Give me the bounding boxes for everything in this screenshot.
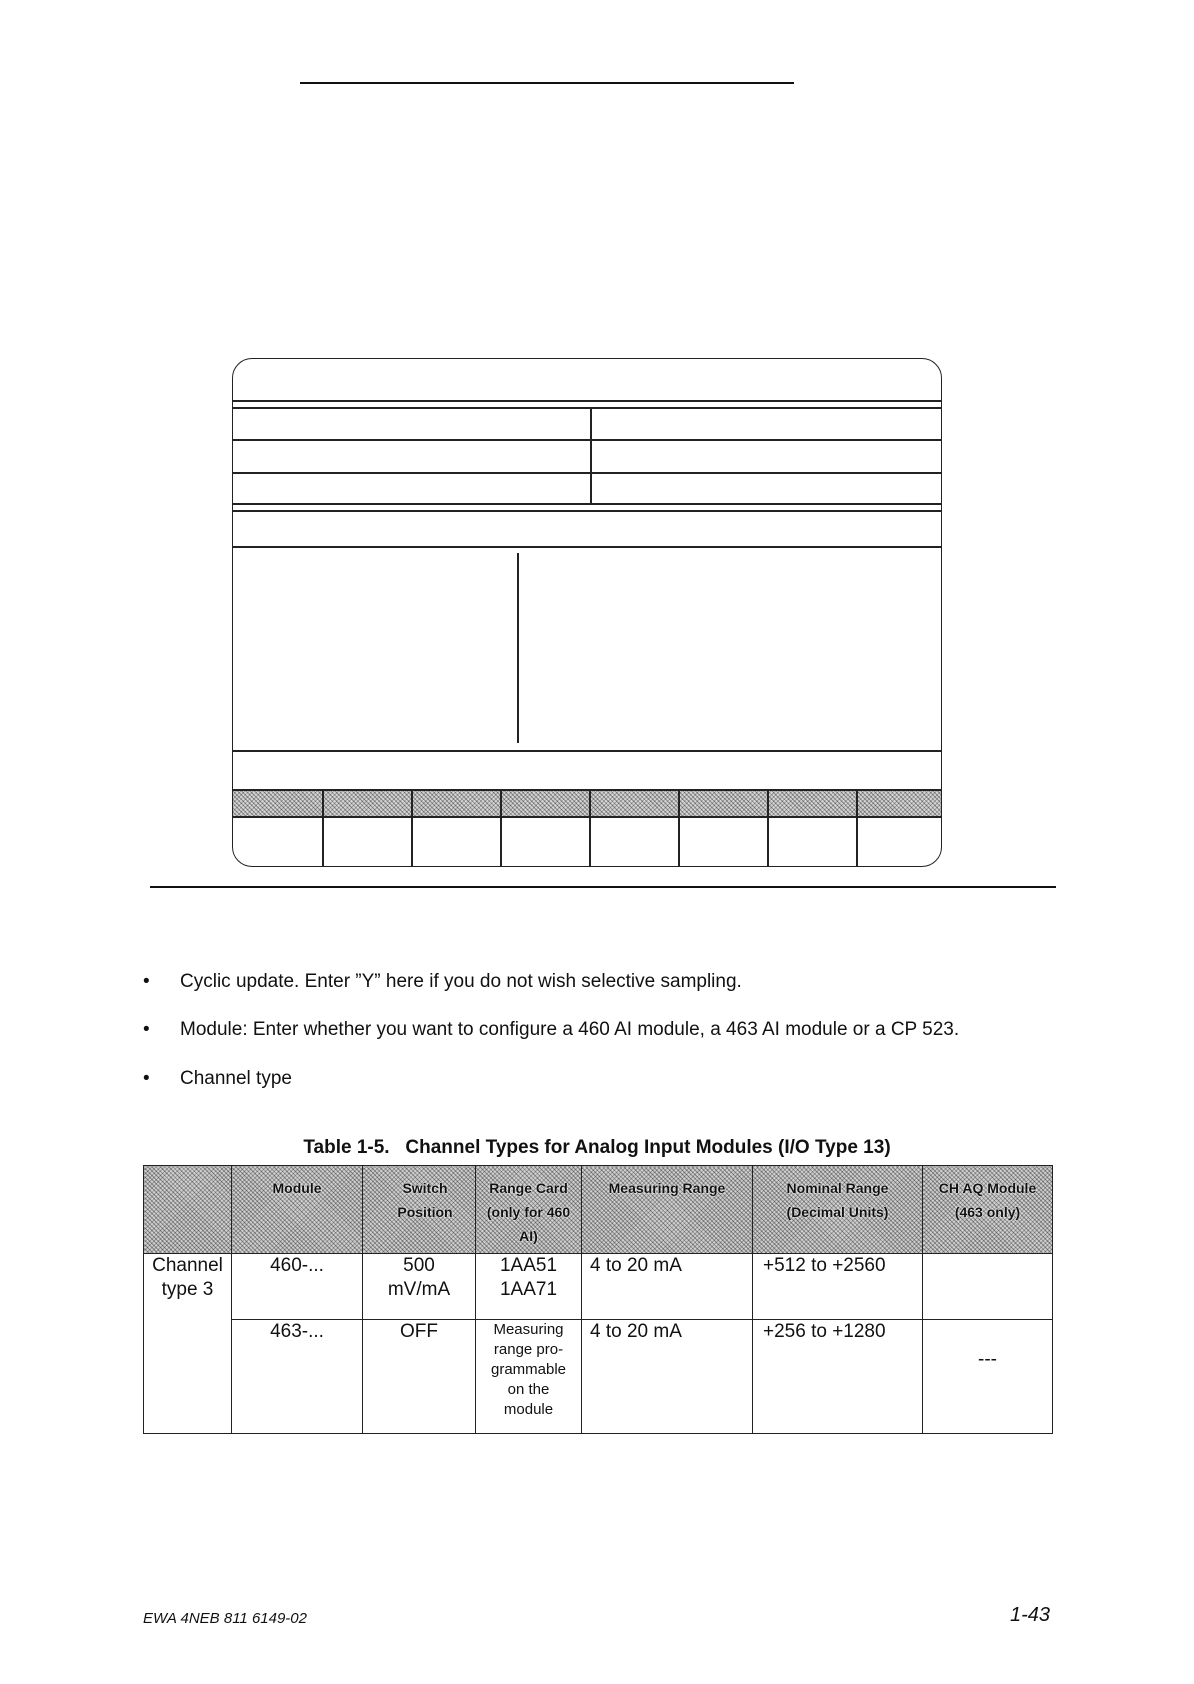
cell-range-card: Measuring range pro-grammable on the module	[476, 1320, 582, 1434]
softkey-divider	[322, 790, 324, 866]
softkey-divider	[411, 790, 413, 866]
form-line	[232, 439, 942, 441]
header-range-card: Range Card (only for 460 AI)	[476, 1166, 582, 1254]
figure-rule	[150, 886, 1056, 888]
header-rule	[300, 82, 794, 84]
cell-module: 460-...	[232, 1254, 363, 1320]
form-divider	[590, 407, 592, 504]
footer-doc-id: EWA 4NEB 811 6149-02	[143, 1610, 307, 1627]
form-divider	[517, 553, 519, 743]
header-measuring-range: Measuring Range	[582, 1166, 753, 1254]
channel-type-label: Channel type 3	[144, 1254, 232, 1434]
page-number: 1-43	[1010, 1604, 1051, 1626]
form-line	[232, 750, 942, 752]
cell-ch-aq: ---	[923, 1320, 1053, 1434]
form-line	[232, 400, 942, 402]
cell-range-card: 1AA51 1AA71	[476, 1254, 582, 1320]
cell-switch: OFF	[363, 1320, 476, 1434]
softkey-divider	[856, 790, 858, 866]
cell-nominal-range: +256 to +1280	[753, 1320, 923, 1434]
form-line	[232, 816, 942, 818]
bullet-module: Module: Enter whether you want to configure a 460 AI module, a 463 AI module or a CP 523.	[180, 1019, 960, 1040]
cell-nominal-range: +512 to +2560	[753, 1254, 923, 1320]
cell-measuring-range: 4 to 20 mA	[582, 1320, 753, 1434]
bullet-symbol: •	[143, 1019, 150, 1040]
table-row	[144, 1320, 1053, 1434]
bullet-symbol: •	[143, 1068, 150, 1089]
softkey-divider	[589, 790, 591, 866]
cell-measuring-range: 4 to 20 mA	[582, 1254, 753, 1320]
header-nominal-range: Nominal Range (Decimal Units)	[753, 1166, 923, 1254]
cell-module: 463-...	[232, 1320, 363, 1434]
bullet-channel-type: Channel type	[180, 1068, 292, 1089]
form-line	[232, 510, 942, 512]
form-line	[232, 503, 942, 505]
header-ch-aq-module: CH AQ Module (463 only)	[923, 1166, 1053, 1254]
header-blank	[144, 1166, 232, 1254]
cell-switch: 500 mV/mA	[363, 1254, 476, 1320]
form-line	[232, 472, 942, 474]
form-line	[232, 789, 942, 791]
form-line	[232, 546, 942, 548]
form-line	[232, 407, 942, 409]
softkey-bar	[233, 790, 941, 817]
table-row	[144, 1254, 1053, 1320]
softkey-divider	[767, 790, 769, 866]
header-switch-position: Switch Position	[363, 1166, 476, 1254]
bullet-cyclic-update: Cyclic update. Enter ”Y” here if you do not wish selective sampling.	[180, 971, 742, 992]
bullet-symbol: •	[143, 971, 150, 992]
softkey-divider	[500, 790, 502, 866]
channel-types-table	[143, 1165, 1053, 1434]
header-module: Module	[232, 1166, 363, 1254]
table-header-row	[144, 1166, 1053, 1254]
softkey-divider	[678, 790, 680, 866]
table-caption: Table 1-5. Channel Types for Analog Input Modules (I/O Type 13)	[303, 1137, 891, 1158]
cell-ch-aq	[923, 1254, 1053, 1320]
